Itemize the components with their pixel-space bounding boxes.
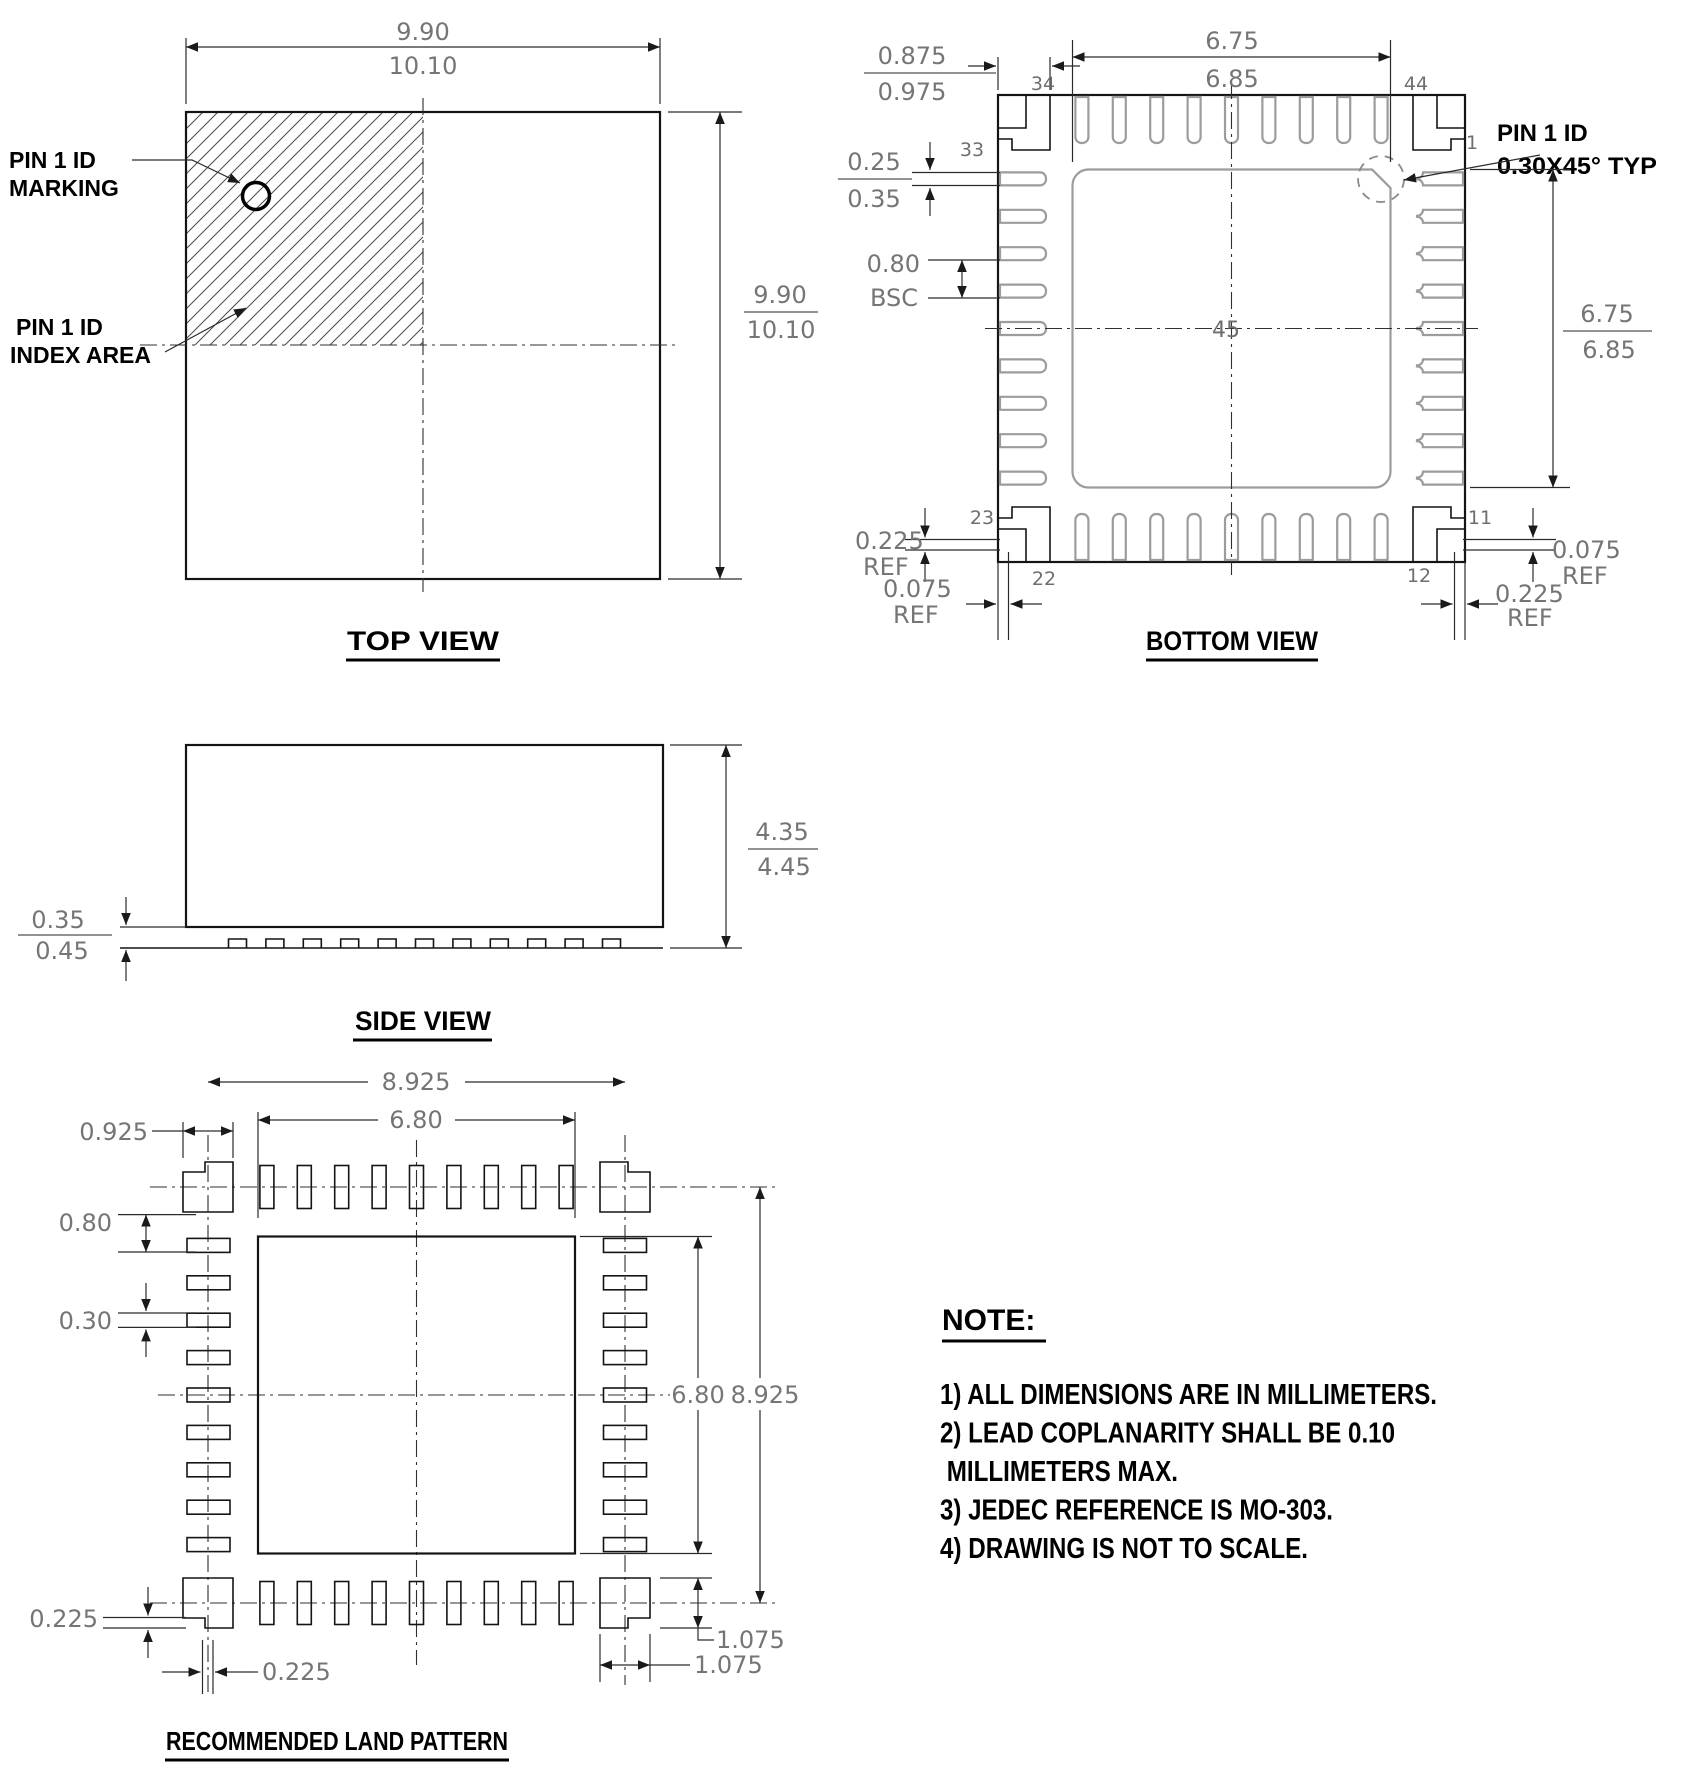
note-line-4: 3) JEDEC REFERENCE IS MO-303. [940, 1494, 1333, 1527]
pin1-marking-label-line2: MARKING [9, 175, 119, 201]
lead-slot-bottom [1075, 514, 1088, 560]
notes [940, 1304, 1437, 1565]
dim-corner-lead-upper: 0.875 [877, 42, 947, 70]
ref-bl-step-v-ref: REF [863, 553, 909, 581]
note-line-3: MILLIMETERS MAX. [940, 1456, 1178, 1488]
corner-terminal-34 [998, 95, 1050, 150]
lead-slot-right [1417, 172, 1463, 185]
dim-lead-width-upper: 0.25 [847, 148, 901, 176]
bottom-view-title: BOTTOM VIEW [1146, 626, 1319, 656]
lead-slot-top [1300, 97, 1313, 143]
dim-height-lower: 10.10 [746, 316, 816, 344]
dim-lead-upper: 0.35 [31, 906, 85, 934]
lead-slot-bottom [1150, 514, 1163, 560]
note-line-5: 4) DRAWING IS NOT TO SCALE. [940, 1533, 1308, 1565]
side-leads [229, 939, 621, 948]
pin-number-11: 11 [1467, 507, 1493, 529]
dim-pad-width: 0.30 [58, 1307, 112, 1335]
side-lead [565, 939, 583, 948]
ref-bl-step-h: 0.075 [883, 575, 952, 603]
dim-overall-width: 8.925 [381, 1068, 451, 1096]
lead-slot-top [1075, 97, 1088, 143]
pin-number-23: 23 [969, 507, 995, 529]
dim-overall-height: 8.925 [730, 1381, 800, 1409]
dim-height-upper: 4.35 [755, 818, 809, 846]
pin-number-34: 34 [1030, 73, 1056, 95]
side-lead [341, 939, 359, 948]
ref-bl-step-h-ref: REF [893, 601, 939, 629]
dim-pad-width-lower: 6.85 [1205, 65, 1259, 93]
top-view [9, 18, 818, 660]
pin-number-12: 12 [1406, 565, 1432, 587]
side-lead [603, 939, 621, 948]
corner-step [998, 529, 1026, 562]
note-line-2: 2) LEAD COPLANARITY SHALL BE 0.10 [940, 1417, 1395, 1450]
ref-br-step-v-ref: REF [1562, 562, 1608, 590]
side-lead [229, 939, 247, 948]
side-lead [266, 939, 284, 948]
dim-height-lower: 4.45 [757, 853, 811, 881]
lead-slot-bottom [1337, 514, 1350, 560]
land-pattern [29, 1068, 800, 1760]
side-lead [453, 939, 471, 948]
lead-slot-top [1262, 97, 1275, 143]
corner-terminal-23 [998, 507, 1050, 562]
pin1-index-label-line2: INDEX AREA [10, 342, 151, 368]
leader-line [698, 1628, 714, 1640]
corner-terminal-12 [1413, 507, 1465, 562]
dim-pitch-value: 0.80 [866, 250, 920, 278]
bottom-view [838, 27, 1657, 660]
side-lead [528, 939, 546, 948]
side-lead [378, 939, 396, 948]
pin-number-44: 44 [1403, 73, 1429, 95]
dim-inner-width: 6.80 [389, 1106, 443, 1134]
dim-pad-width-upper: 6.75 [1205, 27, 1259, 55]
ref-bl-step-v: 0.225 [855, 527, 924, 555]
lead-slot-left [1000, 434, 1046, 447]
lead-slot-top [1150, 97, 1163, 143]
lead-slot-bottom [1375, 514, 1388, 560]
pin1-id-callout-line2: 0.30X45° TYP [1497, 153, 1657, 180]
lead-slot-top [1375, 97, 1388, 143]
dim-width-upper: 9.90 [396, 18, 450, 46]
pin1-index-label-line1: PIN 1 ID [16, 314, 103, 340]
lead-slot-right [1417, 359, 1463, 372]
dim-height-upper: 9.90 [753, 281, 807, 309]
lead-slot-left [1000, 359, 1046, 372]
lead-slot-right [1417, 434, 1463, 447]
center-pad-number: 45 [1212, 318, 1240, 343]
pin1-marking-label-line1: PIN 1 ID [9, 147, 96, 173]
lead-slot-left [1000, 472, 1046, 485]
dim-pitch-qualifier: BSC [869, 284, 918, 312]
lead-slot-top [1113, 97, 1126, 143]
lead-slot-right [1417, 247, 1463, 260]
ref-br-step-v: 0.075 [1552, 536, 1621, 564]
note-heading: NOTE: [942, 1304, 1036, 1337]
lead-slot-right [1417, 210, 1463, 223]
dim-pitch: 0.80 [58, 1209, 112, 1237]
side-lead [416, 939, 434, 948]
lead-slot-bottom [1300, 514, 1313, 560]
dim-lead-width-lower: 0.35 [847, 185, 901, 213]
lead-slot-bottom [1262, 514, 1275, 560]
side-lead [490, 939, 508, 948]
pin1-index-hatch-area [186, 112, 423, 345]
corner-terminal-44 [1413, 95, 1465, 150]
dim-corner-step-v: 0.225 [29, 1605, 98, 1633]
dim-pad-height-upper: 6.75 [1580, 300, 1634, 328]
lead-slot-right [1417, 285, 1463, 298]
dim-corner-pad-height: 1.075 [716, 1626, 785, 1654]
corner-step [1437, 95, 1465, 128]
land-pattern-title: RECOMMENDED LAND PATTERN [166, 1726, 508, 1756]
dim-corner-step-h: 0.225 [262, 1658, 331, 1686]
pin-number-22: 22 [1031, 568, 1057, 590]
pin-number-33: 33 [959, 139, 985, 161]
dim-corner-pad-width: 0.925 [79, 1118, 148, 1146]
package-body-outline [186, 745, 663, 927]
dim-corner-pad-width-dim: 1.075 [694, 1651, 763, 1679]
lead-slot-left [1000, 210, 1046, 223]
corner-step [998, 95, 1026, 128]
dim-corner-lead-lower: 0.975 [877, 78, 947, 106]
dim-width-lower: 10.10 [388, 52, 458, 80]
top-view-title: TOP VIEW [347, 626, 500, 656]
ref-br-step-h: 0.225 [1495, 580, 1564, 608]
lead-slot-left [1000, 172, 1046, 185]
lead-slot-left [1000, 397, 1046, 410]
lead-slot-right [1417, 472, 1463, 485]
lead-slot-top [1337, 97, 1350, 143]
pin-number-1: 1 [1465, 132, 1479, 154]
dim-pad-height-lower: 6.85 [1582, 336, 1636, 364]
dim-lead-lower: 0.45 [35, 937, 89, 965]
dim-inner-height: 6.80 [671, 1381, 725, 1409]
ref-br-step-h-ref: REF [1507, 604, 1553, 632]
lead-slot-left [1000, 247, 1046, 260]
pin1-id-callout-line1: PIN 1 ID [1497, 120, 1588, 147]
lead-slot-bottom [1188, 514, 1201, 560]
lead-slot-left [1000, 285, 1046, 298]
lead-slot-top [1188, 97, 1201, 143]
note-line-1: 1) ALL DIMENSIONS ARE IN MILLIMETERS. [940, 1379, 1437, 1411]
side-lead [303, 939, 321, 948]
side-view [18, 745, 818, 1040]
corner-step [1437, 529, 1465, 562]
lead-slot-bottom [1113, 514, 1126, 560]
side-view-title: SIDE VIEW [355, 1006, 492, 1036]
lead-slot-right [1417, 397, 1463, 410]
